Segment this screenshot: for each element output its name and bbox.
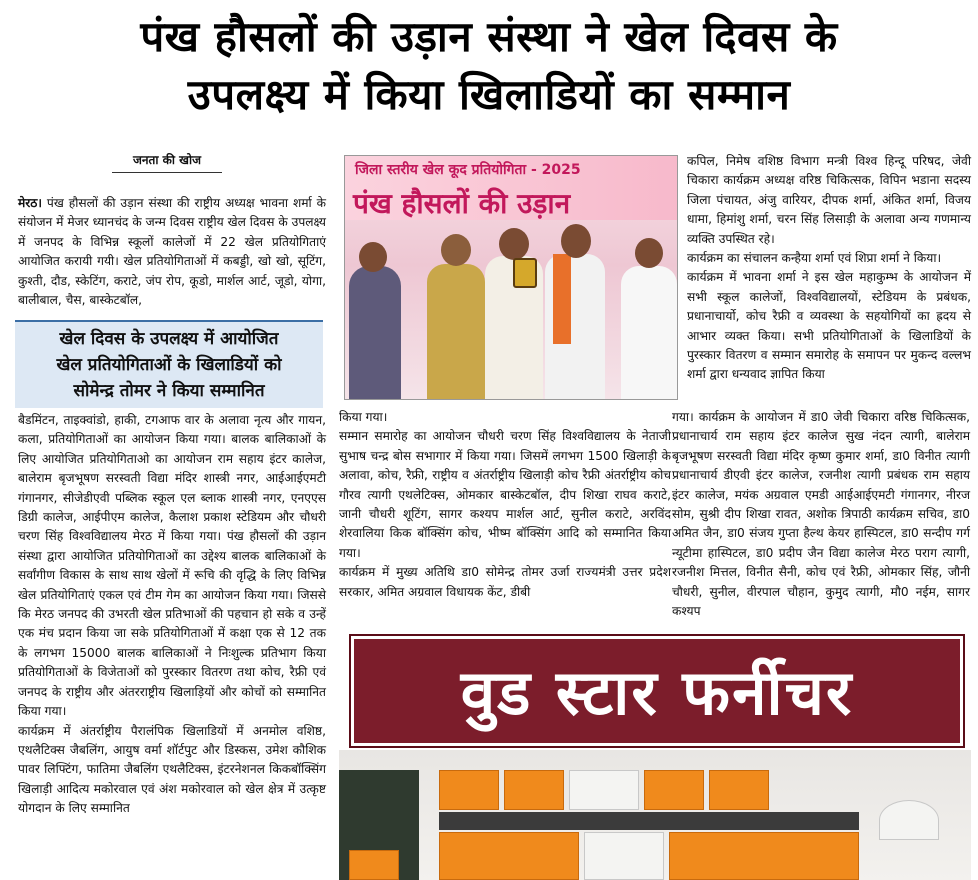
paragraph: किया गया। <box>339 410 388 424</box>
dateline: मेरठ। <box>18 196 42 210</box>
kitchen-counter <box>439 832 579 880</box>
person-woman <box>349 266 401 400</box>
kitchen-image <box>339 750 971 880</box>
headline-line-1: पंख हौसलों की उड़ान संस्था ने खेल दिवस के <box>140 12 838 61</box>
paragraph: पंख हौसलों की उड़ान संस्था की राष्ट्रीय अध्यक्ष भावना शर्मा के संयोजन में मेजर ध्यानचंद के जन्म दिवस राष्ट्रीय खेल दिवस के उपलक्ष्य में जनपद के विभिन्न स्कूलों कालेजों में 22 खेल प्रतियोगिताएं आयोजित करायी गयी। खेल प्रतियोगिताओं में कबड्डी, खो खो, सूटिंग, कुश्ती, दौड, स्केटिंग, कराटे, जंप रोप, कूडो, मार्शल आर्ट, जूडो, योगा, बालीबाल, चैस, बास्केटबॉल, <box>18 196 326 308</box>
photo-banner <box>345 156 678 220</box>
person-head <box>499 228 529 260</box>
byline: जनता की खोज <box>112 151 222 173</box>
paragraph: कपिल, निमेष वशिष्ठ विभाग मन्त्री विश्व हिन्दू परिषद, जेवी चिकारा कार्यक्रम अध्यक्ष वरिष्ठ चिकित्सक, विपिन भडाना सदस्य जिला पंचायत, अंजु वारियर, दीपक शर्मा, अंकित शर्मा, विजय धामा, हिमांशु शर्मा, चरन सिंह लिसाड़ी के अलावा अन्य गणमान्य व्यक्ति उपस्थित रहे। <box>687 154 971 246</box>
paragraph: बैडमिंटन, ताइक्वांडो, हाकी, टगआफ वार के अलावा नृत्य और गायन, कला, प्रतियोगिताओं का आयोजन किया गया। बालक बालिकाओं के लिए आयोजित प्रतियोगिताओ का आयोजन राम सहाय इंटर कालेज, बालेराम बृजभूषण सरस्वती विद्या मंदिर शास्त्री नगर, आईआईएमटी गंगानगर, सीजेडीएवी पब्लिक स्कूल एल ब्लाक शास्त्री नगर, एनएएस डिग्री कालेज, आईपीएम कालेज, कैलाश प्रकाश स्टेडियम और चौधरी चरण सिंह विश्वविद्यालय मेरठ में किया गया। पंख हौसलों की उड़ान संस्था द्वारा आयोजित प्रतियोगिताओं का उद्देश्य बालक बालिकाओं के सर्वांगीण विकास के साथ साथ खेलों में रूचि की वृद्धि के लिए विभिन्न खेल प्रतियोगिताएं एकल एवं टीम गेम का आयोजन किया गया। जिससे कि मेरठ जनपद की उभरती खेल प्रतिभाओं की पहचान हो सके व उन्हें एक मंच प्रदान किया जा सके प्रतियोगिताओं में कक्षा एक से 12 तक के लगभग 15000 बालक बालिकाओं ने निःशुल्क प्रतिभाग किया प्रतियोगिताओं के विजेताओं को पुरस्कार वितरण तथा कोच, रैफ्री एवं जनपद के राष्ट्रीय और अंतरराष्ट्रीय खिलाड़ियों और कोचों को सम्मानित किया गया। <box>18 413 326 719</box>
photo-banner-line-1: जिला स्तरीय खेल कूद प्रतियोगिता - 2025 <box>355 162 581 178</box>
kitchen-counter <box>669 832 859 880</box>
column-3-top <box>687 152 971 385</box>
paragraph: कार्यक्रम में भावना शर्मा ने इस खेल महाकुम्भ के आयोजन में सभी स्कूल कालेजों, विश्वविद्यालयों, स्टेडियम के प्रबंधक, प्रधानाचार्यो, कोच रैफ्री व व्यवस्था के सहयोगियों का ह्रदय से आभार व्यक्त किया। सभी प्रतियोगिताओं के खिलाडियों के पुरस्कार वितरण व सम्मान समारोह के समापन पर मुकन्द वल्लभ शर्मा द्वारा धन्यवाद ज्ञापित किया <box>687 270 971 382</box>
kitchen-oven <box>584 832 664 880</box>
person-head <box>561 224 591 258</box>
column-1-top <box>18 194 326 310</box>
paragraph: कार्यक्रम का संचालन कन्हैया शर्मा एवं शिप्रा शर्मा ने किया। <box>687 251 942 266</box>
person-guest <box>427 264 485 400</box>
ad-banner <box>351 636 963 746</box>
ad-title: वुड स्टार फर्नीचर <box>460 656 854 729</box>
kitchen-cabinet <box>439 770 499 810</box>
column-3-bottom <box>672 408 970 621</box>
kitchen-lamp <box>879 800 939 840</box>
kitchen-cabinet <box>504 770 564 810</box>
person-right <box>621 266 677 400</box>
headline-line-2: उपलक्ष्य में किया खिलाडियों का सम्मान <box>187 70 791 119</box>
kitchen-cabinet <box>644 770 704 810</box>
subheading-box <box>15 320 323 408</box>
paragraph: सम्मान समारोह का आयोजन चौधरी चरण सिंह विश्वविद्यालय के नेताजी सुभाष चन्द्र बोस सभागार में किया गया। जिसमें लगभग 1500 खिलाड़ी के अलावा, कोच, रैफ्री, राष्ट्रीय व अंतर्राष्ट्रीय खिलाड़ी कोच रैफ्री अंतर्राष्ट्रीय कोच गौरव त्यागी एथलेटिक्स, ओमकार बास्केटबॉल, दीप शिखा राघव कराटे, जानी चौधरी शूटिंग, सागर कश्यप मार्शल आर्ट, सुनील कराटे, अरविंद शेरवालिया किक बॉक्सिंग कोच, भीष्म बॉक्सिंग आदि को सम्मानित किया गया। <box>339 429 671 560</box>
subheading-line-3: सोमेन्द्र तोमर ने किया सम्मानित <box>73 381 265 401</box>
person-head <box>359 242 387 272</box>
awardee-scarf <box>553 254 571 344</box>
person-head <box>635 238 663 268</box>
paragraph: कार्यक्रम में मुख्य अतिथि डा0 सोमेन्द्र तोमर उर्जा राज्यमंत्री उत्तर प्रदेश सरकार, अमित अग्रवाल विधायक केंट, डीबी <box>339 565 671 599</box>
subheading-line-1: खेल दिवस के उपलक्ष्य में आयोजित <box>59 329 279 349</box>
person-head <box>441 234 471 266</box>
paragraph: कार्यक्रम में अंतर्राष्ट्रीय पैरालंपिक खिलाडियों में अनमोल वशिष्ठ, एथलैटिक्स जैबलिंग, आयुष वर्मा शॉर्टपुट और डिस्कस, उमेश कौशिक पावर लिफ्टिंग, फातिमा जैबलिंग एथलैटिक्स, इंटरनेशनल किकबॉक्सिंग खिलाड़ी आदित्य मकोरवाल एवं अंश मकोरवाल को खेल क्षेत्र में उत्कृष्ट योगदान के लिए सम्मानित <box>18 723 326 816</box>
paragraph: गया। कार्यक्रम के आयोजन में डा0 जेवी चिकारा वरिष्ठ चिकित्सक, प्रधानाचार्य राम सहाय इंटर कालेज सुख नंदन त्यागी, बालेराम बृजभूषण सरस्वती विद्या मंदिर कृष्ण कुमार शर्मा, डा0 विनीत त्यागी प्रधानाचार्य डीएवी इंटर कालेज, रजनीश त्यागी प्रबंधक राम सहाय इंटर कालेज, मयंक अग्रवाल एमडी आईआईएमटी गंगानगर, नीरज सोम, सुश्री दीप शिखा रावत, अशोक त्रिपाठी कार्यक्रम सचिव, डा0 अमित जैन, डा0 संजय गुप्ता हैल्थ केयर हास्पिटल, डा0 सन्दीप गर्ग न्यूटीमा हास्पिटल, डा0 प्रदीप जैन विद्या कालेज मेरठ पराग त्यागी, रजनीश मित्तल, विनीत सैनी, कोच एवं रैफ्री, ओमकार सिंह, जौनी चौधरी, सुनील, वीरपाल चौहान, कुमुद त्यागी, मौ0 नईम, सागर कश्यप <box>672 410 970 619</box>
kitchen-cabinet <box>569 770 639 810</box>
subheading-line-2: खेल प्रतियोगिताओं के खिलाडियों को <box>56 355 282 375</box>
advertisement <box>339 630 971 880</box>
kitchen-chair <box>349 850 399 880</box>
kitchen-cabinet <box>709 770 769 810</box>
kitchen-backsplash <box>439 812 859 830</box>
award-plaque <box>513 258 537 288</box>
photo-banner-line-2: पंख हौसलों की उड़ान <box>353 187 571 220</box>
event-photo <box>344 155 678 400</box>
headline <box>0 0 978 142</box>
column-1-bottom <box>18 411 326 819</box>
column-2 <box>339 408 671 602</box>
